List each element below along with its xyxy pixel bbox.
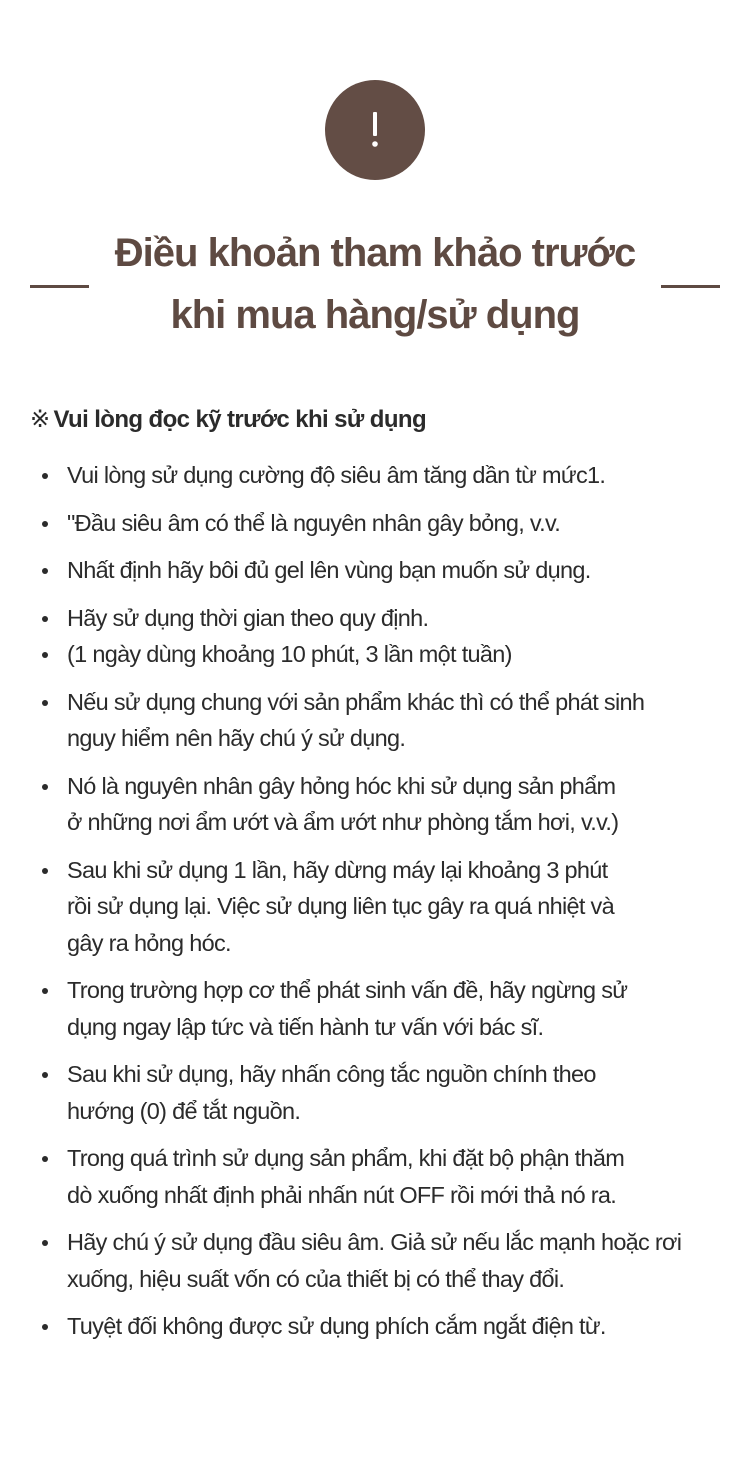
page-title-section bbox=[0, 222, 750, 350]
list-item: Nhất định hãy bôi đủ gel lên vùng bạn muốn sử dụng. bbox=[30, 552, 720, 589]
bullet-icon bbox=[42, 784, 48, 790]
list-item: Tuyệt đối không được sử dụng phích cắm ngắt điện từ. bbox=[30, 1308, 720, 1345]
notice-text: Vui lòng đọc kỹ trước khi sử dụng bbox=[53, 406, 427, 433]
title-line-1: Điều khoản tham khảo trước bbox=[114, 231, 636, 275]
precautions-list bbox=[30, 457, 720, 1356]
page-title bbox=[100, 222, 650, 346]
list-item: Sau khi sử dụng, hãy nhấn công tắc nguồn chính theo hướng (0) để tắt nguồn. bbox=[30, 1056, 720, 1129]
bullet-icon bbox=[42, 616, 48, 622]
bullet-icon bbox=[42, 868, 48, 874]
list-item: Hãy chú ý sử dụng đầu siêu âm. Giả sử nếu lắc mạnh hoặc rơi xuống, hiệu suất vốn có của thiết bị có thể thay đổi. bbox=[30, 1224, 720, 1297]
bullet-icon bbox=[42, 700, 48, 706]
bullet-icon bbox=[42, 473, 48, 479]
title-divider-right bbox=[661, 285, 720, 288]
bullet-icon bbox=[42, 521, 48, 527]
bullet-icon bbox=[42, 1156, 48, 1162]
list-item: Nếu sử dụng chung với sản phẩm khác thì có thể phát sinh nguy hiểm nên hãy chú ý sử dụng. bbox=[30, 684, 720, 757]
list-item: Nó là nguyên nhân gây hỏng hóc khi sử dụng sản phẩm ở những nơi ẩm ướt và ẩm ướt như phòng tắm hơi, v.v.) bbox=[30, 768, 720, 841]
title-divider-left bbox=[30, 285, 89, 288]
bullet-icon bbox=[42, 652, 48, 658]
alert-badge bbox=[325, 80, 425, 180]
list-item: Trong trường hợp cơ thể phát sinh vấn đề, hãy ngừng sử dụng ngay lập tức và tiến hành tư vấn với bác sĩ. bbox=[30, 972, 720, 1045]
bullet-icon bbox=[42, 568, 48, 574]
exclamation-icon bbox=[369, 110, 381, 150]
title-line-2: khi mua hàng/sử dụng bbox=[170, 293, 580, 337]
list-item: Sau khi sử dụng 1 lần, hãy dừng máy lại khoảng 3 phút rồi sử dụng lại. Việc sử dụng liên tục gây ra quá nhiệt và gây ra hỏng hóc. bbox=[30, 852, 720, 962]
bullet-icon bbox=[42, 1240, 48, 1246]
list-item: Vui lòng sử dụng cường độ siêu âm tăng dần từ mức1. bbox=[30, 457, 720, 494]
bullet-icon bbox=[42, 988, 48, 994]
list-item: Trong quá trình sử dụng sản phẩm, khi đặt bộ phận thăm dò xuống nhất định phải nhấn nút OFF rồi mới thả nó ra. bbox=[30, 1140, 720, 1213]
bullet-icon bbox=[42, 1324, 48, 1330]
reference-mark-icon: ※ bbox=[30, 406, 50, 433]
bullet-icon bbox=[42, 1072, 48, 1078]
list-item: "Đầu siêu âm có thể là nguyên nhân gây bỏng, v.v. bbox=[30, 505, 720, 542]
notice-heading bbox=[30, 402, 426, 438]
list-item: Hãy sử dụng thời gian theo quy định. bbox=[30, 600, 720, 637]
list-item: (1 ngày dùng khoảng 10 phút, 3 lần một tuần) bbox=[30, 636, 720, 673]
